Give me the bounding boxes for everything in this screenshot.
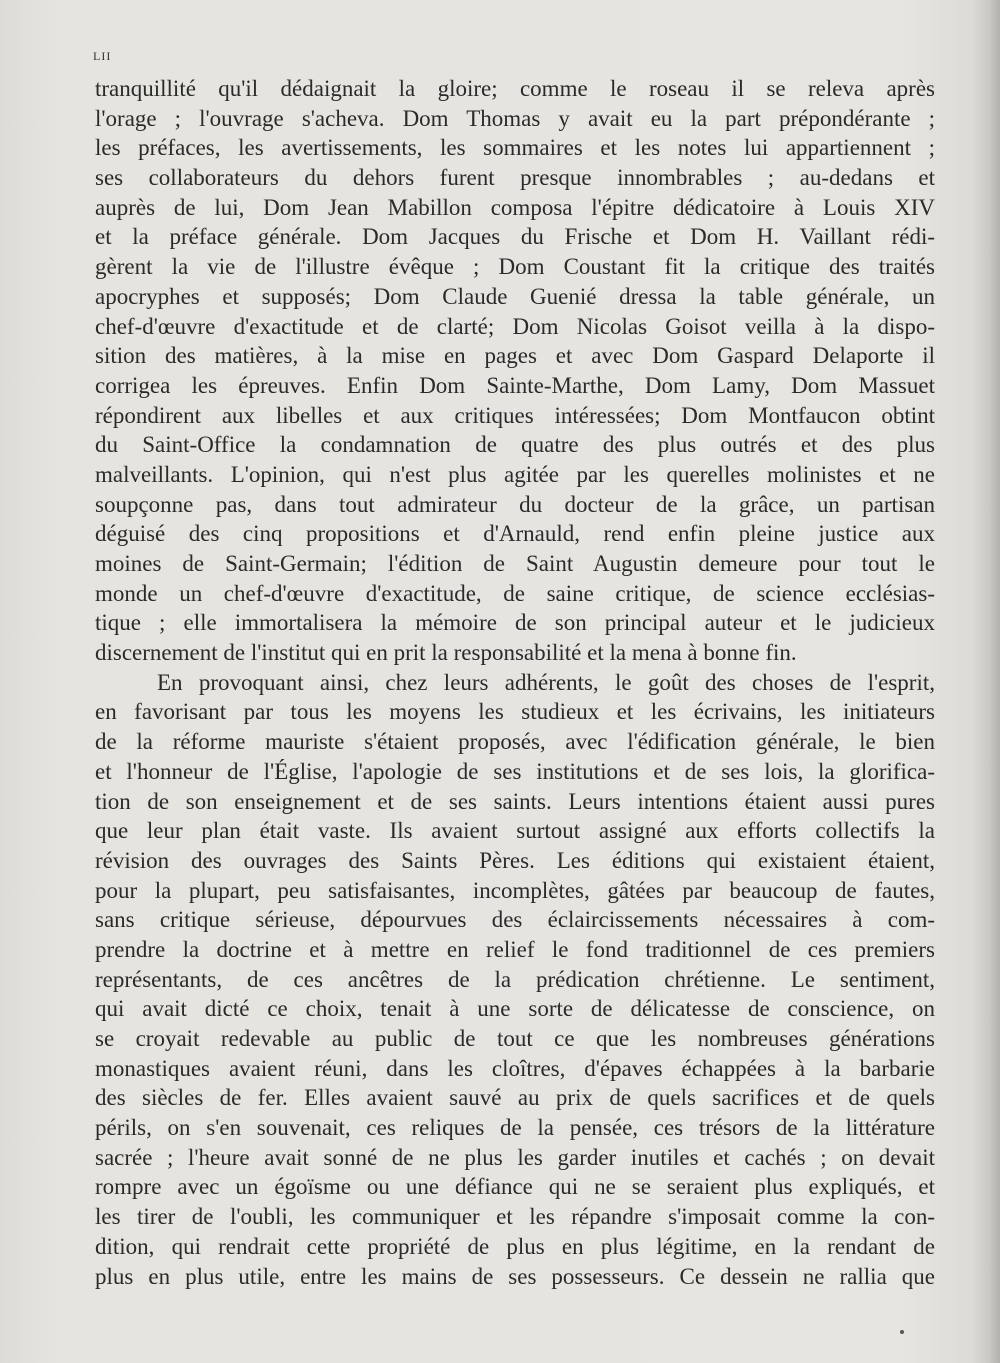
text-line: moines de Saint-Germain; l'édition de Saint Augustin demeure pour tout le [95, 551, 935, 576]
text-line: corrigea les épreuves. Enfin Dom Sainte-Marthe, Dom Lamy, Dom Massuet [95, 372, 935, 398]
text-line: l'orage ; l'ouvrage s'acheva. Dom Thomas y avait eu la part prépondérante ; [95, 105, 935, 131]
text-line: ses collaborateurs du dehors furent presque innombrables ; au-dedans et [95, 165, 935, 191]
text-line: pour la plupart, peu satisfaisantes, incomplètes, gâtées par beaucoup de fautes, [95, 877, 935, 903]
text-line: en favorisant par tous les moyens les studieux et les écrivains, les initiateurs [95, 699, 935, 725]
text-line: les préfaces, les avertissements, les sommaires et les notes lui appartiennent ; [95, 135, 935, 161]
text-line: soupçonne pas, dans tout admirateur du docteur de la grâce, un partisan [95, 491, 935, 517]
text-line: périls, on s'en souvenait, ces reliques de la pensée, ces trésors de la littérature [95, 1115, 935, 1141]
text-line: auprès de lui, Dom Jean Mabillon composa l'épitre dédicatoire à Louis XIV [95, 194, 935, 220]
text-line: de la réforme mauriste s'étaient proposés, avec l'édification générale, le bien [95, 729, 935, 755]
text-line: plus en plus utile, entre les mains de ses possesseurs. Ce dessein ne rallia que [95, 1263, 935, 1289]
text-line: révision des ouvrages des Saints Pères. Les éditions qui existaient étaient, [95, 847, 935, 873]
text-line: et la préface générale. Dom Jacques du Frische et Dom H. Vaillant rédi- [95, 224, 935, 250]
text-line: dition, qui rendrait cette propriété de plus en plus légitime, en la rendant de [95, 1233, 935, 1259]
text-line: prendre la doctrine et à mettre en relief le fond traditionnel de ces premiers [95, 936, 935, 962]
body-text [95, 74, 935, 1291]
text-line: représentants, de ces ancêtres de la prédication chrétienne. Le sentiment, [95, 966, 935, 992]
text-line: tranquillité qu'il dédaignait la gloire; comme le roseau il se releva après [95, 76, 935, 101]
text-line: chef-d'œuvre d'exactitude et de clarté; Dom Nicolas Goisot veilla à la dispo- [95, 313, 935, 339]
text-line: monastiques avaient réuni, dans les cloîtres, d'épaves échappées à la barbarie [95, 1055, 935, 1081]
gutter-shadow [972, 0, 1000, 1363]
paragraph-end-line: discernement de l'institut qui en prit la responsabilité et la mena à bonne fin. [95, 640, 797, 666]
print-speck [900, 1330, 904, 1334]
text-line: malveillants. L'opinion, qui n'est plus agitée par les querelles molinistes et ne [95, 461, 935, 487]
text-line: se croyait redevable au public de tout ce que les nombreuses générations [95, 1026, 935, 1051]
text-line: sacrée ; l'heure avait sonné de ne plus les garder inutiles et cachés ; on devait [95, 1144, 935, 1170]
paragraph-start-line: En provoquant ainsi, chez leurs adhérents, le goût des choses de l'esprit, [157, 669, 935, 695]
text-line: qui avait dicté ce choix, tenait à une sorte de délicatesse de conscience, on [95, 996, 935, 1022]
text-line: déguisé des cinq propositions et d'Arnauld, rend enfin pleine justice aux [95, 521, 935, 547]
page-number: LII [93, 49, 112, 63]
text-line: gèrent la vie de l'illustre évêque ; Dom Coustant fit la critique des traités [95, 254, 935, 280]
text-line: rompre avec un égoïsme ou une défiance qui ne se seraient plus expliqués, et [95, 1174, 935, 1200]
text-line: sans critique sérieuse, dépourvues des éclaircissements nécessaires à com- [95, 907, 935, 933]
text-line: apocryphes et supposés; Dom Claude Guenié dressa la table générale, un [95, 283, 935, 309]
text-line: les tirer de l'oubli, les communiquer et les répandre s'imposait comme la con- [95, 1204, 935, 1230]
text-line: tique ; elle immortalisera la mémoire de son principal auteur et le judicieux [95, 610, 935, 636]
text-line: des siècles de fer. Elles avaient sauvé au prix de quels sacrifices et de quels [95, 1085, 935, 1111]
text-line: sition des matières, à la mise en pages et avec Dom Gaspard Delaporte il [95, 343, 935, 369]
text-line: répondirent aux libelles et aux critiques intéressées; Dom Montfaucon obtint [95, 402, 935, 428]
text-line: tion de son enseignement et de ses saints. Leurs intentions étaient aussi pures [95, 788, 935, 814]
text-line: et l'honneur de l'Église, l'apologie de ses institutions et de ses lois, la glorifica- [95, 758, 935, 784]
text-line: monde un chef-d'œuvre d'exactitude, de saine critique, de science ecclésias- [95, 580, 935, 606]
text-line: que leur plan était vaste. Ils avaient surtout assigné aux efforts collectifs la [95, 818, 935, 844]
text-line: du Saint-Office la condamnation de quatre des plus outrés et des plus [95, 432, 935, 458]
